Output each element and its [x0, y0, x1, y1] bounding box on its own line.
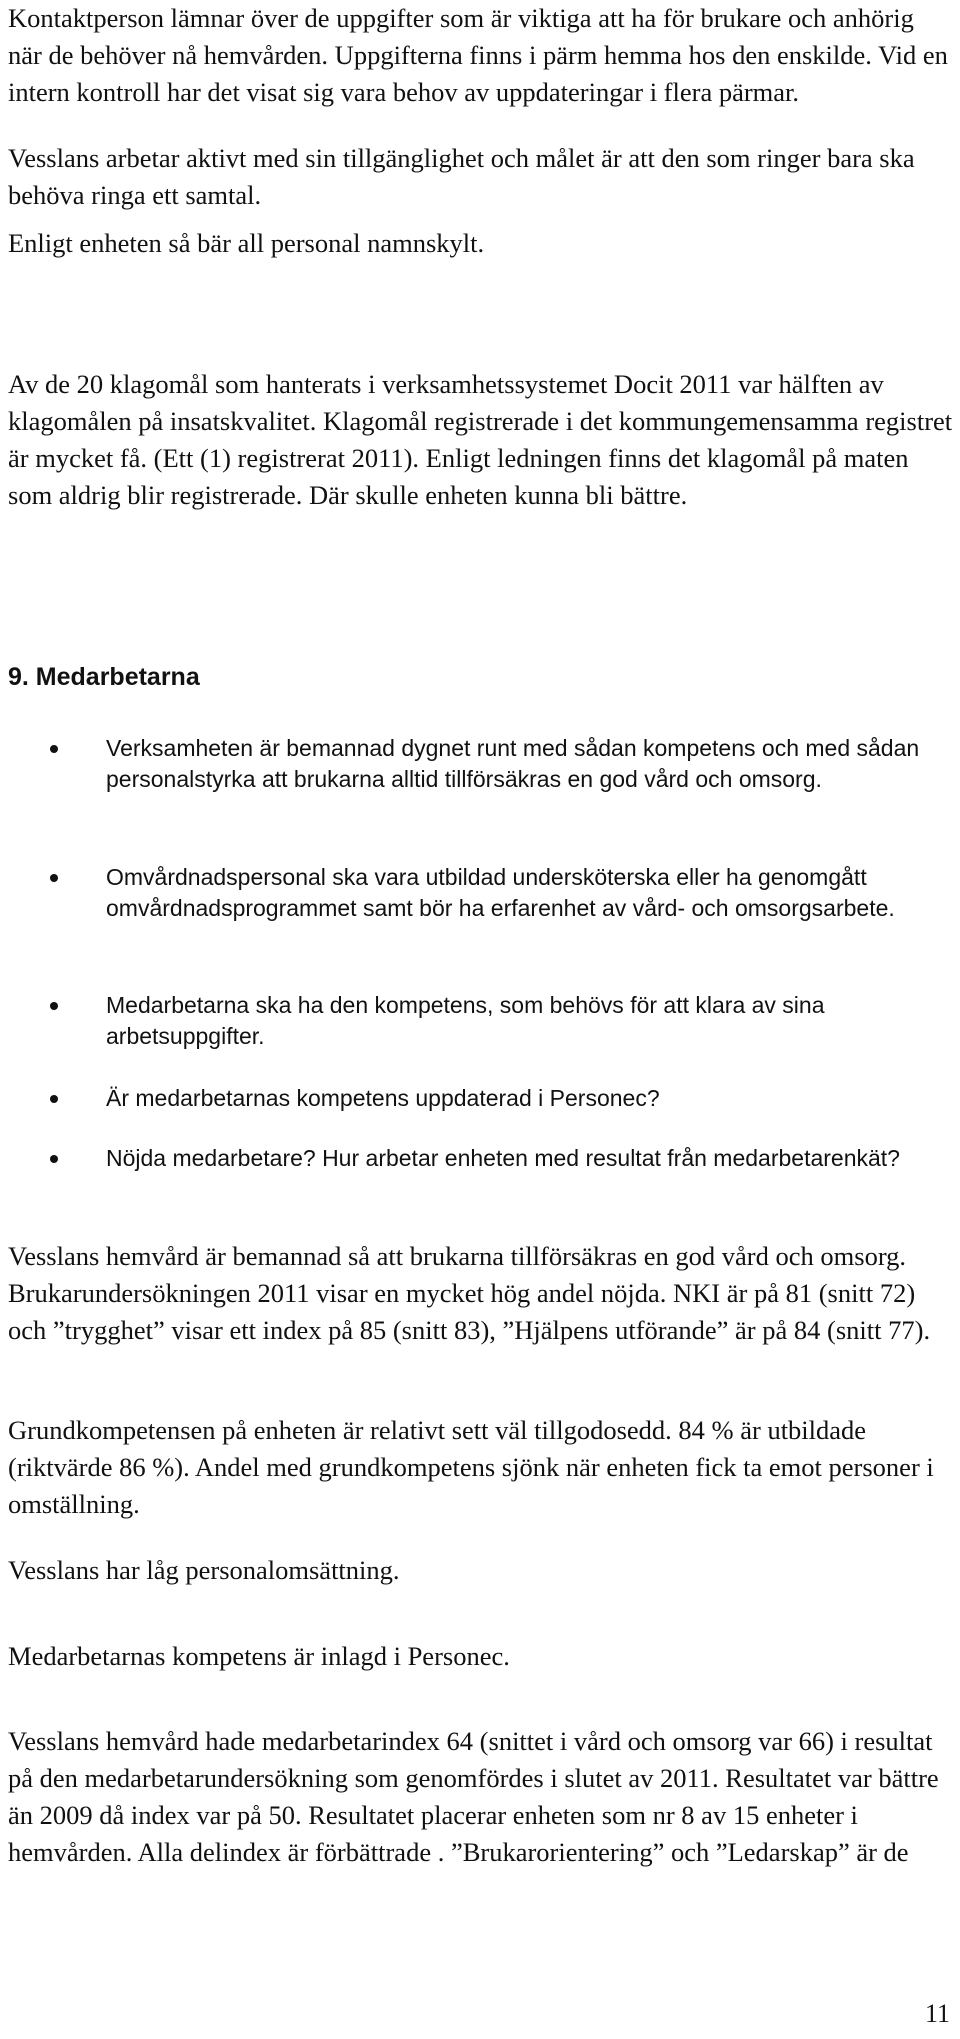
paragraph-contact-person: Kontaktperson lämnar över de uppgifter som är viktiga att ha för brukare och anhörig när de behöver nå hemvården. Uppgifterna finns i pärm hemma hos den enskilde. Vid en intern kontroll har det visat sig vara behov av uppdateringar i flera pärmar. [8, 3, 948, 107]
paragraph-competence: Grundkompetensen på enheten är relativt sett väl tillgodosedd. 84 % är utbildade (riktvärde 86 %). Andel med grundkompetens sjönk när enheten fick ta emot personer i omställning. [8, 1415, 934, 1519]
bullet-icon [50, 1002, 58, 1010]
list-item-text: Är medarbetarnas kompetens uppdaterad i Personec? [106, 1085, 660, 1111]
paragraph-employee-index: Vesslans hemvård hade medarbetarindex 64 (snittet i vård och omsorg var 66) i resultat på den medarbetarundersökning som genomfördes i slutet av 2011. Resultatet var bättre än 2009 då index var på 50. Resultatet placerar enheten som nr 8 av 15 enheter i hemvården. Alla delindex är förbättrade . ”Brukarorientering” och ”Ledarskap” är de [8, 1726, 939, 1867]
section-heading: 9. Medarbetarna [8, 663, 200, 691]
bullet-icon [50, 874, 58, 882]
paragraph-accessibility: Vesslans arbetar aktivt med sin tillgänglighet och målet är att den som ringer bara ska behöva ringa ett samtal. [8, 143, 915, 210]
list-item-text: Medarbetarna ska ha den kompetens, som behövs för att klara av sina arbetsuppgifter. [106, 992, 825, 1049]
list-item-text: Omvårdnadspersonal ska vara utbildad undersköterska eller ha genomgått omvårdnadsprogrammet samt bör ha erfarenhet av vård- och omsorgsarbete. [106, 864, 895, 921]
bullet-icon [50, 1155, 58, 1163]
list-item-text: Nöjda medarbetare? Hur arbetar enheten med resultat från medarbetarenkät? [106, 1145, 900, 1171]
list-item-text: Verksamheten är bemannad dygnet runt med sådan kompetens och med sådan personalstyrka att brukarna alltid tillförsäkras en god vård och omsorg. [106, 735, 920, 792]
paragraph-staffing: Vesslans hemvård är bemannad så att brukarna tillförsäkras en god vård och omsorg. Brukarundersökningen 2011 visar en mycket hög andel nöjda. NKI är på 81 (snitt 72) och ”trygghet” visar ett index på 85 (snitt 83), ”Hjälpens utförande” är på 84 (snitt 77). [8, 1241, 931, 1345]
paragraph-complaints: Av de 20 klagomål som hanterats i verksamhetssystemet Docit 2011 var hälften av klagomålen på insatskvalitet. Klagomål registrerade i det kommungemensamma registret är mycket få. (Ett (1) registrerat 2011). Enligt ledningen finns det klagomål på maten som aldrig blir registrerade. Där skulle enheten kunna bli bättre. [8, 369, 953, 510]
bullet-icon [50, 1095, 58, 1103]
page-number: 11 [924, 1999, 950, 2028]
paragraph-turnover: Vesslans har låg personalomsättning. [8, 1555, 400, 1585]
bullet-icon [50, 745, 58, 753]
paragraph-personec: Medarbetarnas kompetens är inlagd i Personec. [8, 1641, 510, 1671]
paragraph-name-tag: Enligt enheten så bär all personal namnskylt. [8, 228, 485, 258]
